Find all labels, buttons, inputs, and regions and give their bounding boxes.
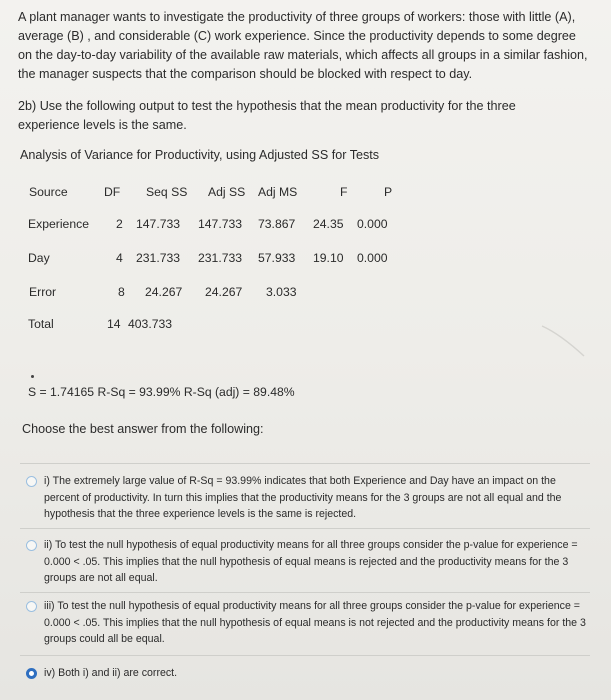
row-p: 0.000 (357, 251, 388, 265)
header-df: DF (104, 185, 121, 199)
row-df: 4 (116, 251, 123, 265)
header-adj-ms: Adj MS (258, 185, 298, 199)
row-p: 0.000 (357, 217, 388, 231)
row-seq-ss: 24.267 (145, 285, 183, 299)
row-adj-ms: 57.933 (258, 251, 296, 265)
row-source: Experience (28, 217, 89, 231)
divider (20, 592, 590, 593)
row-f: 19.10 (313, 251, 344, 265)
problem-statement: A plant manager wants to investigate the productivity of three groups of workers: those with little (A), average (B) , and considerable (C) work experience. Since the productivity depends to some degree on the day-to-day variability of the available raw materials, which affects all groups in a similar fashion, the manager suspects that the comparison should be blocked with respect to day. (18, 10, 588, 81)
option-text: iii) To test the null hypothesis of equal productivity means for all three groups consider the p-value for experience = 0.000 < .05. This implies that the null hypothesis of equal means is not rejected and the productivity means for the 3 groups could all be equal. (44, 600, 586, 645)
row-adj-ms: 3.033 (266, 285, 297, 299)
row-source: Total (28, 317, 54, 331)
header-adj-ss: Adj SS (208, 185, 246, 199)
header-source: Source (29, 185, 68, 199)
header-seq-ss: Seq SS (146, 185, 188, 199)
option-text: i) The extremely large value of R-Sq = 93.99% indicates that both Experience and Day have an impact on the percent of productivity. In turn this implies that the productivity means for the 3 groups are not all equal and the hypothesis that the three experience levels is the same is rejected. (44, 475, 562, 520)
option-text: iv) Both i) and ii) are correct. (44, 667, 178, 679)
answer-prompt: Choose the best answer from the following: (22, 422, 264, 436)
radio-button[interactable] (26, 540, 37, 551)
row-source: Day (28, 251, 50, 265)
divider (20, 528, 590, 529)
row-seq-ss: 147.733 (136, 217, 181, 231)
radio-button[interactable] (26, 601, 37, 612)
header-f: F (340, 185, 348, 199)
header-p: P (384, 185, 393, 199)
row-df: 14 (107, 317, 121, 331)
option-text: ii) To test the null hypothesis of equal productivity means for all three groups consider the p-value for experience = 0.000 < .05. This implies that the null hypothesis of equal means is rejected and the productivity means for the 3 groups are not all equal. (44, 539, 578, 584)
divider (20, 463, 590, 464)
row-df: 2 (116, 217, 123, 231)
row-adj-ss: 231.733 (198, 251, 243, 265)
row-df: 8 (118, 285, 125, 299)
bullet-dot (31, 375, 34, 378)
radio-button-selected[interactable] (26, 668, 37, 679)
row-adj-ss: 147.733 (198, 217, 243, 231)
row-f: 24.35 (313, 217, 344, 231)
row-seq-ss: 403.733 (128, 317, 173, 331)
model-summary: S = 1.74165 R-Sq = 93.99% R-Sq (adj) = 89.48% (28, 385, 295, 399)
pen-mark-decoration (540, 320, 590, 360)
divider (20, 655, 590, 656)
radio-button[interactable] (26, 476, 37, 487)
row-seq-ss: 231.733 (136, 251, 181, 265)
row-source: Error (29, 285, 57, 299)
anova-title: Analysis of Variance for Productivity, using Adjusted SS for Tests (20, 148, 380, 162)
question-2b: 2b) Use the following output to test the hypothesis that the mean productivity for the three experience levels is the same. (18, 99, 516, 132)
row-adj-ms: 73.867 (258, 217, 296, 231)
row-adj-ss: 24.267 (205, 285, 243, 299)
